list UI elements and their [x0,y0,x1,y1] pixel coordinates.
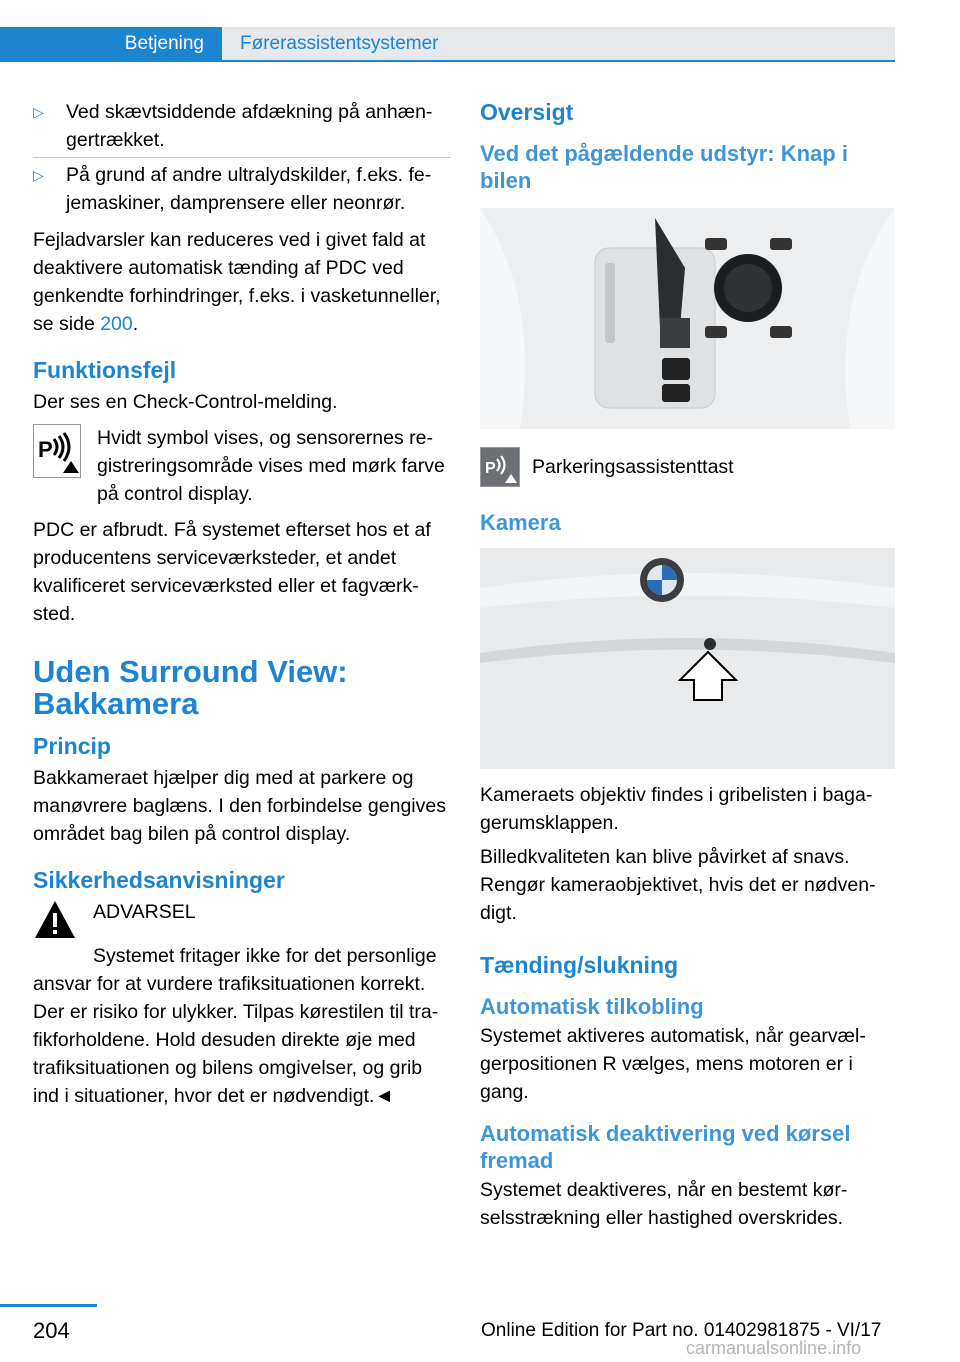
pdc-symbol-icon [33,424,81,478]
warning-triangle-icon [33,898,77,942]
parking-key-label: Parkeringsassistenttast [532,456,734,478]
triangle-bullet-icon: ▷ [33,167,44,183]
footer-edition: Online Edition for Part no. 01402981875 - VI/17 [481,1320,882,1341]
paragraph-auto-tilkobling: Systemet aktiveres automatisk, når gearvælgerpositionen R vælges, mens motoren er i gang. [480,1025,866,1103]
symbol-note [33,424,451,508]
right-column [480,98,895,1238]
parking-assist-key-icon [480,447,520,487]
heading-taending: Tænding/slukning [480,952,679,978]
svg-text:P: P [485,460,496,477]
heading-automatisk-deaktivering: Automatisk deaktivering ved kørsel fremad [480,1121,851,1173]
warning-text: Systemet fritager ikke for det personlige ansvar for at vurdere trafiksituationen korrekt. Der er risiko for ulykker. Tilpas kørestilen til trafikforholdene. Hold desuden direkte øje med trafiksituationen og bilens omgivelser, og grib ind i situationer, hvor det er nødvendigt.◄ [33,945,439,1107]
heading-sikkerhed: Sikkerhedsanvisninger [33,867,285,893]
page-number: 204 [33,1318,70,1343]
warning-title: ADVARSEL [93,901,196,923]
bullet-list [33,98,451,220]
paragraph-objektiv: Kameraets objektiv findes i gribelisten i bagagerumsklappen. [480,784,873,834]
list-item: ▷ På grund af andre ultralydskilder, f.eks. fejemaskiner, damprensere eller neonrør. [33,161,451,220]
warning-block [33,898,451,1110]
page-link[interactable]: 200 [100,313,133,335]
paragraph-pdc-afbrudt: PDC er afbrudt. Få systemet efterset hos et af producentens serviceværksteder, et andet kvalificeret serviceværksted eller et fagværksted. [33,519,431,625]
header-tab-forerassistent[interactable]: Førerassistentsystemer [222,27,895,60]
camera-photo [480,548,895,769]
heading-oversigt: Oversigt [480,99,574,125]
paragraph-check-control: Der ses en Check-Control-melding. [33,391,338,413]
page-number-rule [0,1304,97,1307]
page-header [0,0,895,62]
triangle-bullet-icon: ▷ [33,104,44,120]
header-tab-betjening[interactable]: Betjening [0,27,222,60]
svg-text:P: P [38,437,53,462]
paragraph-fejladvarsler: Fejladvarsler kan reduceres ved i givet fald at deaktivere automatisk tænding af PDC ved genkendte forhindringer, f.eks. i vasketunneller, se side 200. [33,229,441,335]
heading-kamera: Kamera [480,510,561,535]
parking-key-row [480,447,895,487]
left-column [33,98,451,1110]
list-item: ▷ Ved skævtsiddende afdækning på anhængertrækket. [33,98,451,158]
paragraph-billedkvalitet: Billedkvaliteten kan blive påvirket af snavs. Rengør kameraobjektivet, hvis det er nødvendigt. [480,846,876,924]
heading-bakkamera: Uden Surround View: Bakkamera [33,654,348,721]
console-photo [480,208,895,429]
header-rule [0,60,895,62]
heading-funktionsfejl: Funktionsfejl [33,357,177,383]
paragraph-deaktivering: Systemet deaktiveres, når en bestemt kørselsstrækning eller hastighed overskrides. [480,1179,848,1229]
watermark: carmanualsonline.info [686,1338,862,1358]
symbol-text: Hvidt symbol vises, og sensorernes registreringsområde vises med mørk farve på control display. [97,427,445,505]
heading-udstyr: Ved det pågældende udstyr: Knap i bilen [480,141,848,193]
paragraph-princip: Bakkameraet hjælper dig med at parkere og manøvrere baglæns. I den forbindelse gengives området bag bilen på control display. [33,767,446,845]
heading-princip: Princip [33,733,111,759]
heading-automatisk-tilkobling: Automatisk tilkobling [480,994,704,1019]
